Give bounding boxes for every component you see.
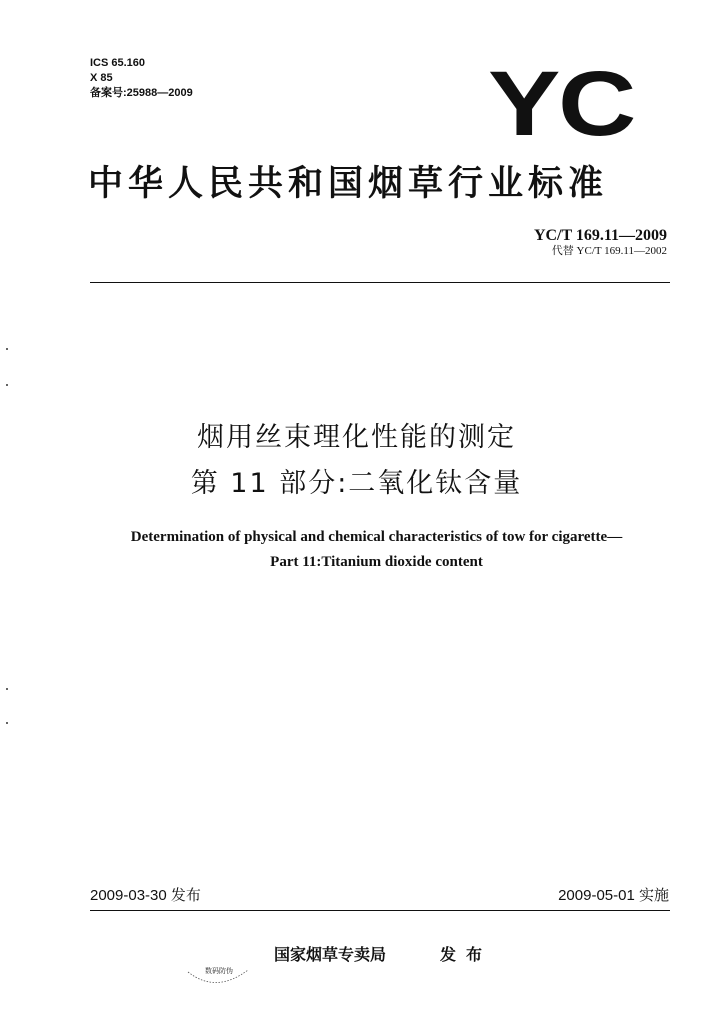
title-en-line2: Part 11:Titanium dioxide content	[270, 554, 483, 570]
filing-number: 备案号:25988—2009	[90, 87, 193, 99]
issue-date: 2009-03-30 发布	[90, 887, 201, 904]
ics-code: ICS 65.160	[90, 57, 146, 69]
ccs-code: X 85	[90, 72, 113, 84]
title-zh-line2: 第 11 部分:二氧化钛含量	[190, 468, 523, 499]
standard-number: YC/T 169.11—2009	[533, 227, 667, 244]
classification-block	[90, 56, 193, 101]
title-en-line1: Determination of physical and chemical characteristics of tow for cigarette—	[130, 529, 623, 545]
bottom-divider	[90, 910, 670, 911]
top-divider	[90, 282, 670, 283]
title-zh-line1: 烟用丝束理化性能的测定	[197, 422, 516, 453]
replaces-standard: 代替 YC/T 169.11—2002	[551, 245, 667, 257]
margin-mark	[6, 688, 8, 690]
publisher-name: 国家烟草专卖局	[274, 945, 387, 964]
margin-mark	[6, 384, 8, 386]
effective-date: 2009-05-01 实施	[558, 887, 669, 904]
margin-mark	[6, 722, 8, 724]
publish-label: 发布	[440, 945, 493, 964]
margin-mark	[6, 348, 8, 350]
organization-title: 中华人民共和国烟草行业标准	[88, 164, 609, 204]
anti-counterfeit-stamp-label: 数码防伪	[205, 967, 233, 975]
yc-logo: YC	[488, 53, 635, 155]
